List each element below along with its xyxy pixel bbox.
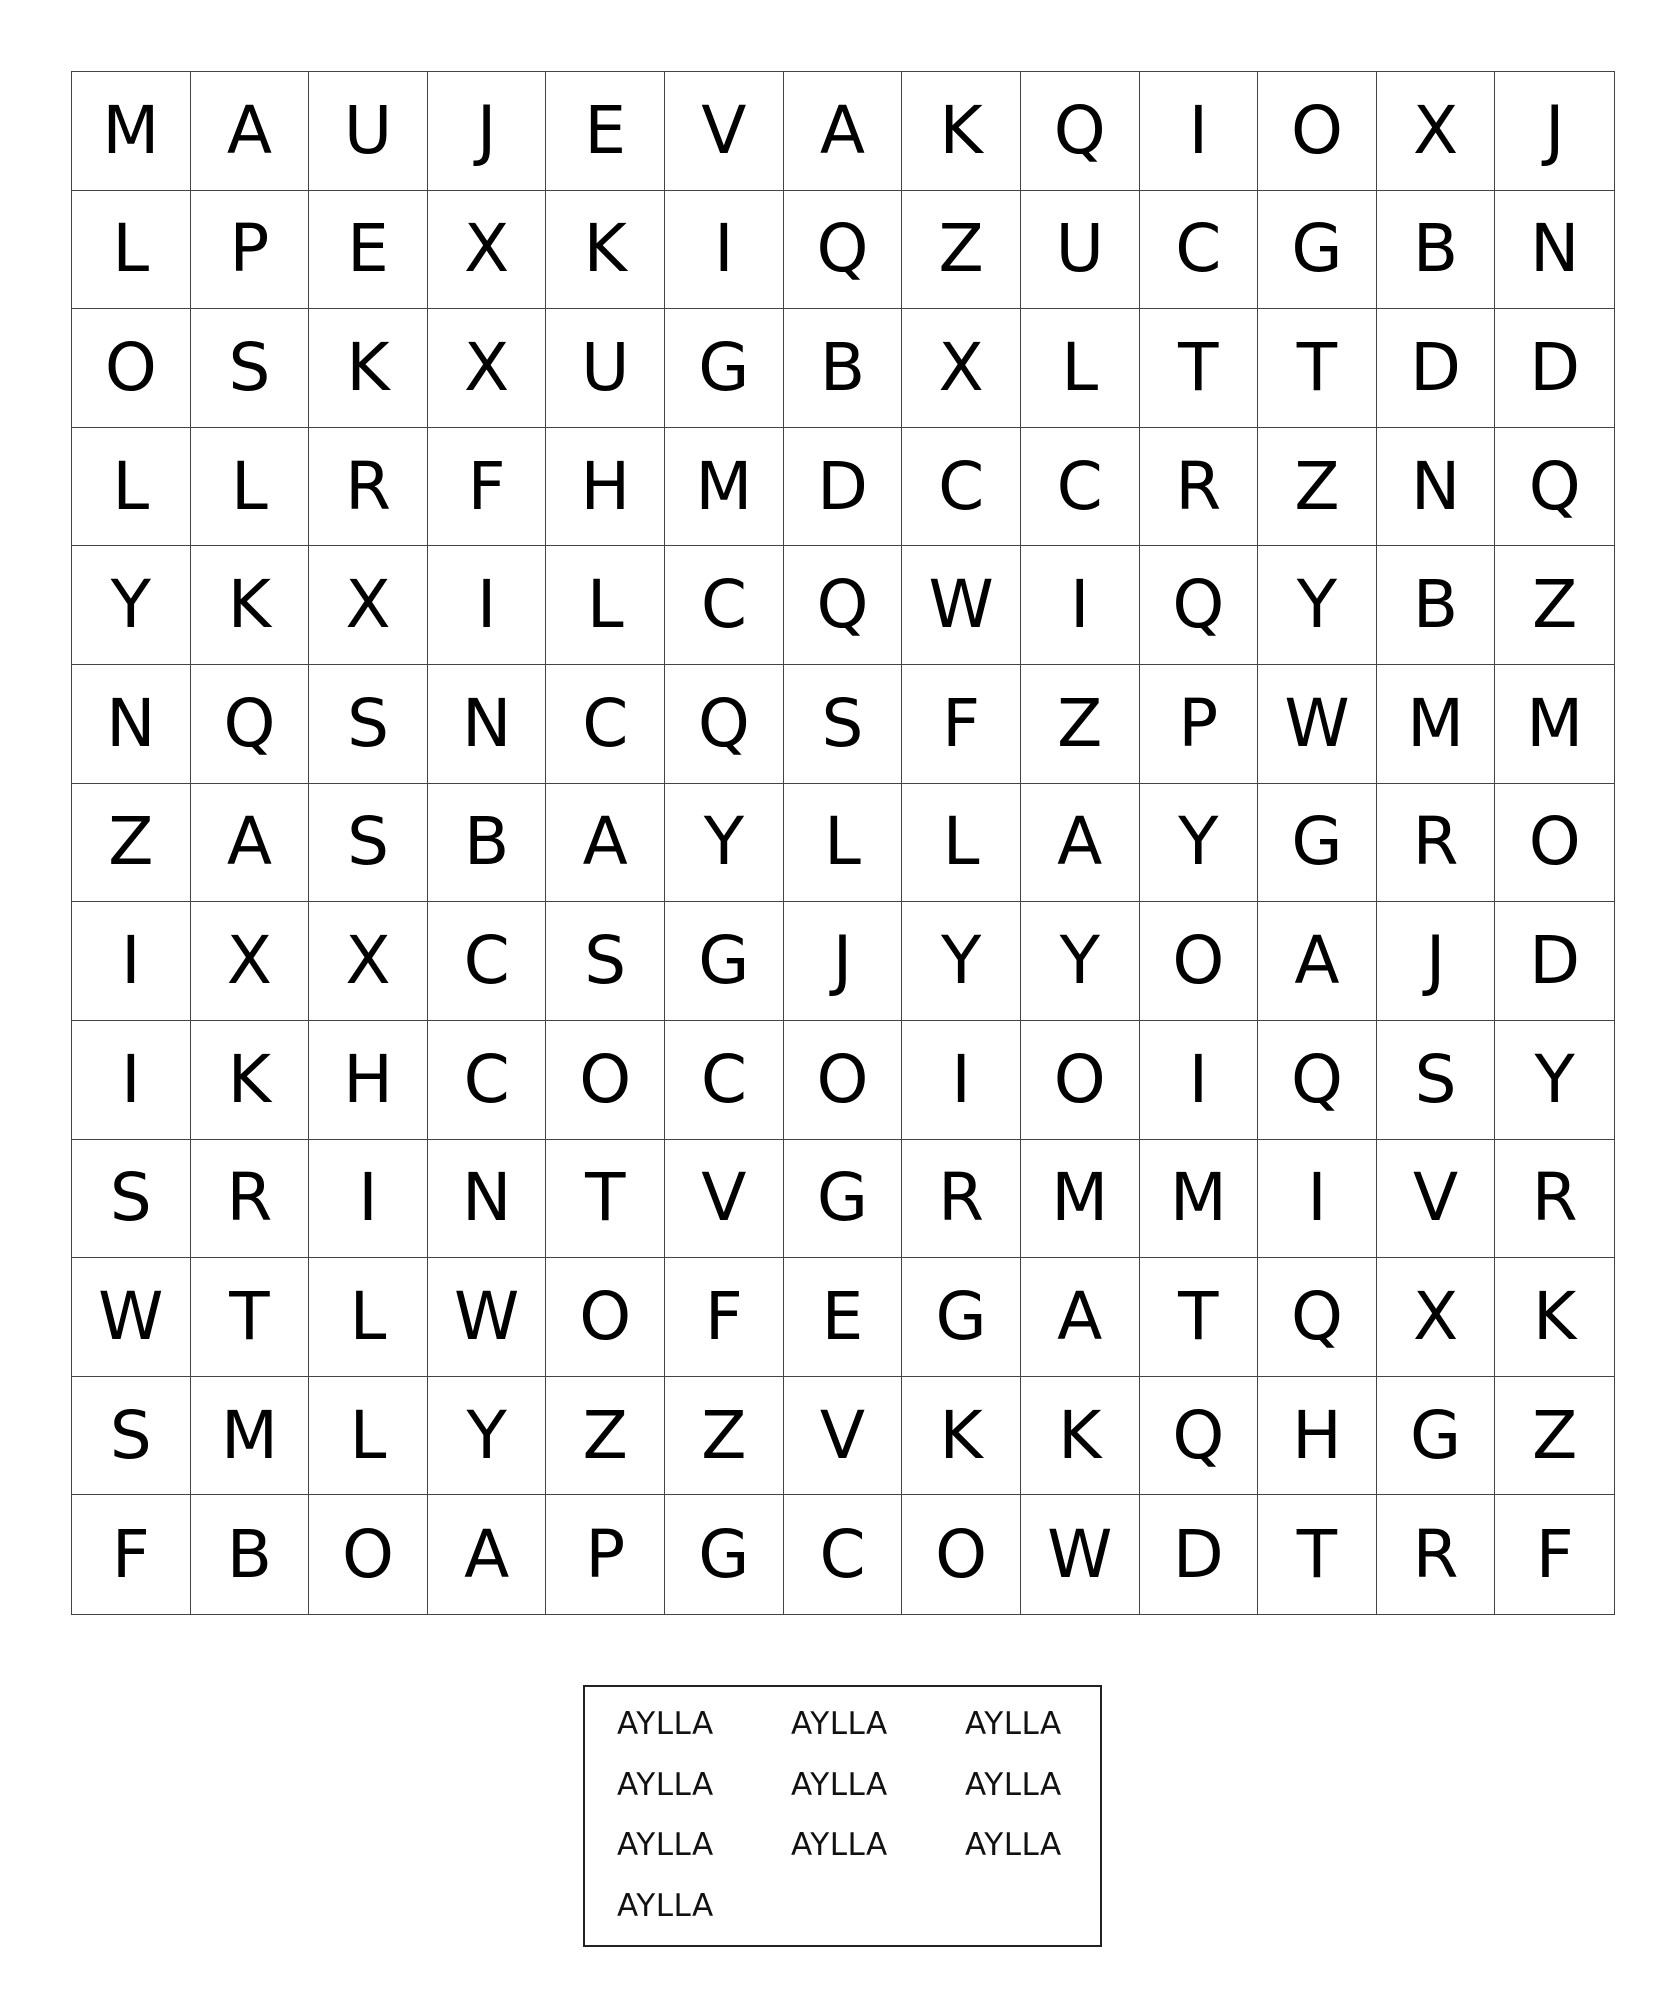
grid-cell-r11-c6[interactable]: V <box>784 1377 903 1496</box>
grid-cell-r4-c8[interactable]: I <box>1021 546 1140 665</box>
grid-cell-r11-c1[interactable]: M <box>191 1377 310 1496</box>
grid-cell-r10-c11[interactable]: X <box>1377 1258 1496 1377</box>
word-bank-item: AYLLA <box>965 1706 1062 1742</box>
grid-cell-r8-c5[interactable]: C <box>665 1021 784 1140</box>
grid-cell-r10-c0[interactable]: W <box>72 1258 191 1377</box>
grid-cell-r3-c10[interactable]: Z <box>1258 428 1377 547</box>
grid-cell-r6-c5[interactable]: Y <box>665 784 784 903</box>
grid-cell-r4-c0[interactable]: Y <box>72 546 191 665</box>
grid-cell-r0-c8[interactable]: Q <box>1021 72 1140 191</box>
grid-cell-r8-c6[interactable]: O <box>784 1021 903 1140</box>
grid-cell-r1-c2[interactable]: E <box>309 191 428 310</box>
grid-cell-r7-c4[interactable]: S <box>546 902 665 1021</box>
grid-cell-r2-c12[interactable]: D <box>1495 309 1614 428</box>
grid-cell-r7-c2[interactable]: X <box>309 902 428 1021</box>
grid-cell-r6-c6[interactable]: L <box>784 784 903 903</box>
grid-cell-r6-c11[interactable]: R <box>1377 784 1496 903</box>
grid-cell-r12-c0[interactable]: F <box>72 1495 191 1614</box>
grid-cell-r6-c0[interactable]: Z <box>72 784 191 903</box>
grid-cell-r6-c12[interactable]: O <box>1495 784 1614 903</box>
grid-cell-r5-c12[interactable]: M <box>1495 665 1614 784</box>
grid-cell-r8-c3[interactable]: C <box>428 1021 547 1140</box>
grid-cell-r11-c10[interactable]: H <box>1258 1377 1377 1496</box>
grid-cell-r10-c5[interactable]: F <box>665 1258 784 1377</box>
grid-cell-r12-c5[interactable]: G <box>665 1495 784 1614</box>
grid-cell-r11-c11[interactable]: G <box>1377 1377 1496 1496</box>
grid-cell-r2-c11[interactable]: D <box>1377 309 1496 428</box>
grid-cell-r12-c4[interactable]: P <box>546 1495 665 1614</box>
grid-cell-r8-c11[interactable]: S <box>1377 1021 1496 1140</box>
letter-grid <box>71 71 1615 1615</box>
grid-cell-r10-c2[interactable]: L <box>309 1258 428 1377</box>
grid-cell-r0-c0[interactable]: M <box>72 72 191 191</box>
grid-cell-r12-c9[interactable]: D <box>1140 1495 1259 1614</box>
grid-cell-r2-c4[interactable]: U <box>546 309 665 428</box>
grid-cell-r8-c4[interactable]: O <box>546 1021 665 1140</box>
grid-cell-r8-c9[interactable]: I <box>1140 1021 1259 1140</box>
grid-cell-r5-c6[interactable]: S <box>784 665 903 784</box>
grid-cell-r7-c7[interactable]: Y <box>902 902 1021 1021</box>
grid-cell-r4-c9[interactable]: Q <box>1140 546 1259 665</box>
grid-cell-r1-c10[interactable]: G <box>1258 191 1377 310</box>
grid-cell-r4-c5[interactable]: C <box>665 546 784 665</box>
grid-cell-r2-c0[interactable]: O <box>72 309 191 428</box>
grid-cell-r12-c7[interactable]: O <box>902 1495 1021 1614</box>
grid-cell-r4-c11[interactable]: B <box>1377 546 1496 665</box>
grid-cell-r5-c10[interactable]: W <box>1258 665 1377 784</box>
grid-cell-r3-c4[interactable]: H <box>546 428 665 547</box>
grid-cell-r5-c3[interactable]: N <box>428 665 547 784</box>
grid-cell-r9-c6[interactable]: G <box>784 1140 903 1259</box>
grid-cell-r3-c5[interactable]: M <box>665 428 784 547</box>
grid-cell-r9-c7[interactable]: R <box>902 1140 1021 1259</box>
grid-cell-r5-c11[interactable]: M <box>1377 665 1496 784</box>
grid-cell-r9-c8[interactable]: M <box>1021 1140 1140 1259</box>
grid-cell-r11-c3[interactable]: Y <box>428 1377 547 1496</box>
grid-cell-r10-c10[interactable]: Q <box>1258 1258 1377 1377</box>
grid-cell-r1-c3[interactable]: X <box>428 191 547 310</box>
grid-cell-r8-c8[interactable]: O <box>1021 1021 1140 1140</box>
grid-cell-r9-c10[interactable]: I <box>1258 1140 1377 1259</box>
grid-cell-r0-c1[interactable]: A <box>191 72 310 191</box>
grid-cell-r12-c1[interactable]: B <box>191 1495 310 1614</box>
grid-cell-r11-c5[interactable]: Z <box>665 1377 784 1496</box>
grid-cell-r9-c5[interactable]: V <box>665 1140 784 1259</box>
grid-cell-r1-c1[interactable]: P <box>191 191 310 310</box>
word-bank-item: AYLLA <box>617 1827 714 1863</box>
grid-cell-r11-c7[interactable]: K <box>902 1377 1021 1496</box>
grid-cell-r7-c3[interactable]: C <box>428 902 547 1021</box>
word-list <box>585 1706 1100 1951</box>
grid-cell-r8-c10[interactable]: Q <box>1258 1021 1377 1140</box>
grid-cell-r11-c8[interactable]: K <box>1021 1377 1140 1496</box>
grid-cell-r3-c8[interactable]: C <box>1021 428 1140 547</box>
word-bank-item: AYLLA <box>965 1766 1062 1803</box>
grid-cell-r10-c6[interactable]: E <box>784 1258 903 1377</box>
grid-cell-r7-c8[interactable]: Y <box>1021 902 1140 1021</box>
grid-cell-r12-c3[interactable]: A <box>428 1495 547 1614</box>
grid-cell-r7-c6[interactable]: J <box>784 902 903 1021</box>
grid-cell-r5-c4[interactable]: C <box>546 665 665 784</box>
grid-cell-r7-c12[interactable]: D <box>1495 902 1614 1021</box>
grid-cell-r8-c0[interactable]: I <box>72 1021 191 1140</box>
grid-cell-r3-c11[interactable]: N <box>1377 428 1496 547</box>
grid-cell-r2-c8[interactable]: L <box>1021 309 1140 428</box>
grid-cell-r0-c4[interactable]: E <box>546 72 665 191</box>
grid-cell-r5-c7[interactable]: F <box>902 665 1021 784</box>
word-bank-item: AYLLA <box>965 1827 1062 1863</box>
grid-cell-r5-c8[interactable]: Z <box>1021 665 1140 784</box>
grid-cell-r3-c2[interactable]: R <box>309 428 428 547</box>
grid-cell-r5-c9[interactable]: P <box>1140 665 1259 784</box>
grid-cell-r2-c10[interactable]: T <box>1258 309 1377 428</box>
grid-cell-r8-c7[interactable]: I <box>902 1021 1021 1140</box>
grid-cell-r6-c10[interactable]: G <box>1258 784 1377 903</box>
grid-cell-r0-c3[interactable]: J <box>428 72 547 191</box>
word-bank-item: AYLLA <box>791 1706 888 1742</box>
grid-cell-r9-c12[interactable]: R <box>1495 1140 1614 1259</box>
word-bank-item: AYLLA <box>617 1766 714 1803</box>
grid-cell-r12-c10[interactable]: T <box>1258 1495 1377 1614</box>
grid-cell-r5-c5[interactable]: Q <box>665 665 784 784</box>
grid-cell-r11-c9[interactable]: Q <box>1140 1377 1259 1496</box>
grid-cell-r12-c8[interactable]: W <box>1021 1495 1140 1614</box>
grid-cell-r7-c10[interactable]: A <box>1258 902 1377 1021</box>
grid-cell-r2-c3[interactable]: X <box>428 309 547 428</box>
grid-cell-r6-c3[interactable]: B <box>428 784 547 903</box>
grid-cell-r1-c7[interactable]: Z <box>902 191 1021 310</box>
word-bank-item: AYLLA <box>791 1766 888 1803</box>
grid-cell-r1-c6[interactable]: Q <box>784 191 903 310</box>
grid-cell-r5-c1[interactable]: Q <box>191 665 310 784</box>
grid-cell-r9-c2[interactable]: I <box>309 1140 428 1259</box>
grid-cell-r9-c3[interactable]: N <box>428 1140 547 1259</box>
grid-cell-r3-c9[interactable]: R <box>1140 428 1259 547</box>
grid-cell-r3-c3[interactable]: F <box>428 428 547 547</box>
grid-cell-r1-c8[interactable]: U <box>1021 191 1140 310</box>
grid-cell-r4-c7[interactable]: W <box>902 546 1021 665</box>
word-bank-item: AYLLA <box>617 1706 714 1742</box>
grid-cell-r2-c1[interactable]: S <box>191 309 310 428</box>
grid-cell-r0-c2[interactable]: U <box>309 72 428 191</box>
grid-cell-r10-c1[interactable]: T <box>191 1258 310 1377</box>
grid-cell-r10-c4[interactable]: O <box>546 1258 665 1377</box>
grid-cell-r2-c6[interactable]: B <box>784 309 903 428</box>
grid-cell-r2-c2[interactable]: K <box>309 309 428 428</box>
grid-cell-r4-c6[interactable]: Q <box>784 546 903 665</box>
grid-cell-r0-c11[interactable]: X <box>1377 72 1496 191</box>
grid-cell-r8-c2[interactable]: H <box>309 1021 428 1140</box>
grid-cell-r0-c7[interactable]: K <box>902 72 1021 191</box>
word-bank-item: AYLLA <box>617 1887 714 1924</box>
grid-cell-r4-c10[interactable]: Y <box>1258 546 1377 665</box>
grid-cell-r11-c2[interactable]: L <box>309 1377 428 1496</box>
grid-cell-r3-c6[interactable]: D <box>784 428 903 547</box>
grid-cell-r9-c4[interactable]: T <box>546 1140 665 1259</box>
grid-cell-r10-c12[interactable]: K <box>1495 1258 1614 1377</box>
grid-cell-r6-c1[interactable]: A <box>191 784 310 903</box>
grid-cell-r6-c9[interactable]: Y <box>1140 784 1259 903</box>
grid-cell-r10-c3[interactable]: W <box>428 1258 547 1377</box>
grid-cell-r2-c9[interactable]: T <box>1140 309 1259 428</box>
grid-cell-r2-c5[interactable]: G <box>665 309 784 428</box>
grid-cell-r1-c0[interactable]: L <box>72 191 191 310</box>
grid-cell-r12-c12[interactable]: F <box>1535 1515 1574 1593</box>
grid-cell-r11-c4[interactable]: Z <box>546 1377 665 1496</box>
grid-cell-r3-c1[interactable]: L <box>191 428 310 547</box>
grid-cell-r1-c12[interactable]: N <box>1495 191 1614 310</box>
grid-cell-r1-c9[interactable]: C <box>1140 191 1259 310</box>
grid-cell-r7-c11[interactable]: J <box>1377 902 1496 1021</box>
grid-cell-r4-c12[interactable]: Z <box>1495 546 1614 665</box>
grid-cell-r0-c12[interactable]: J <box>1495 72 1614 191</box>
grid-cell-r10-c7[interactable]: G <box>902 1258 1021 1377</box>
grid-cell-r0-c6[interactable]: A <box>784 72 903 191</box>
grid-cell-r0-c10[interactable]: O <box>1258 72 1377 191</box>
grid-cell-r0-c5[interactable]: V <box>665 72 784 191</box>
grid-cell-r10-c9[interactable]: T <box>1140 1258 1259 1377</box>
grid-cell-r1-c5[interactable]: I <box>665 191 784 310</box>
word-bank-item: AYLLA <box>791 1827 888 1863</box>
grid-cell-r9-c0[interactable]: S <box>72 1140 191 1259</box>
grid-cell-r12-c2[interactable]: O <box>309 1495 428 1614</box>
grid-cell-r7-c9[interactable]: O <box>1140 902 1259 1021</box>
grid-cell-r4-c2[interactable]: X <box>309 546 428 665</box>
grid-cell-r6-c2[interactable]: S <box>309 784 428 903</box>
grid-cell-r5-c2[interactable]: S <box>309 665 428 784</box>
grid-cell-r12-c6[interactable]: C <box>784 1495 903 1614</box>
grid-cell-r9-c1[interactable]: R <box>191 1140 310 1259</box>
grid-cell-r5-c0[interactable]: N <box>72 665 191 784</box>
grid-cell-r7-c0[interactable]: I <box>72 902 191 1021</box>
grid-cell-r4-c1[interactable]: K <box>191 546 310 665</box>
grid-cell-r4-c3[interactable]: I <box>428 546 547 665</box>
grid-cell-r1-c11[interactable]: B <box>1377 191 1496 310</box>
grid-cell-r6-c7[interactable]: L <box>902 784 1021 903</box>
grid-cell-r8-c12[interactable]: Y <box>1495 1021 1614 1140</box>
grid-cell-r2-c7[interactable]: X <box>902 309 1021 428</box>
grid-cell-r12-c11[interactable]: R <box>1377 1495 1496 1614</box>
grid-cell-r8-c1[interactable]: K <box>191 1021 310 1140</box>
grid-cell-r3-c7[interactable]: C <box>902 428 1021 547</box>
grid-cell-r3-c12[interactable]: Q <box>1495 428 1614 547</box>
grid-cell-r10-c8[interactable]: A <box>1021 1258 1140 1377</box>
grid-cell-r3-c0[interactable]: L <box>72 428 191 547</box>
grid-cell-r6-c8[interactable]: A <box>1021 784 1140 903</box>
grid-cell-r7-c5[interactable]: G <box>665 902 784 1021</box>
grid-cell-r11-c0[interactable]: S <box>72 1377 191 1496</box>
grid-cell-r9-c9[interactable]: M <box>1140 1140 1259 1259</box>
grid-cell-r7-c1[interactable]: X <box>191 902 310 1021</box>
grid-cell-r9-c11[interactable]: V <box>1377 1140 1496 1259</box>
grid-cell-r0-c9[interactable]: I <box>1140 72 1259 191</box>
grid-cell-r11-c12[interactable]: Z <box>1495 1377 1614 1496</box>
word-bank <box>583 1685 1102 1947</box>
grid-cell-r6-c4[interactable]: A <box>546 784 665 903</box>
grid-cell-r1-c4[interactable]: K <box>546 191 665 310</box>
grid-cell-r4-c4[interactable]: L <box>546 546 665 665</box>
